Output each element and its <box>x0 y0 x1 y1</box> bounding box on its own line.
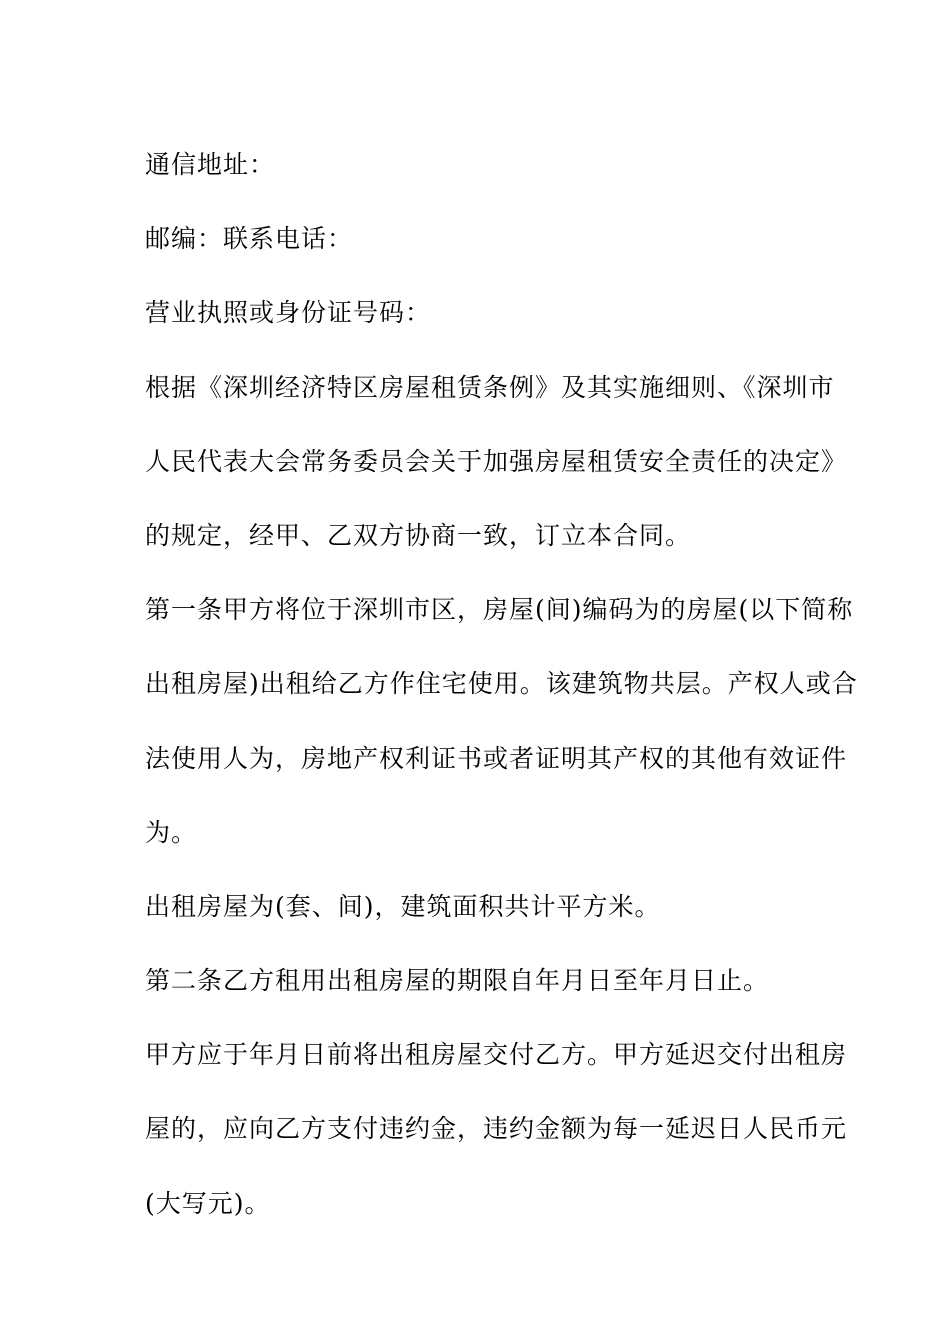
text-line: (大写元)。 <box>145 1188 271 1218</box>
text-line: 人民代表大会常务委员会关于加强房屋租赁安全责任的决定》 <box>145 446 848 476</box>
text-line: 出租房屋)出租给乙方作住宅使用。该建筑物共层。产权人或合 <box>145 669 858 699</box>
text-line: 甲方应于年月日前将出租房屋交付乙方。甲方延迟交付出租房 <box>145 1040 848 1070</box>
text-line-article-1: 第一条甲方将位于深圳市区，房屋(间)编码为的房屋(以下简称 <box>145 595 854 625</box>
text-line-postcode-phone: 邮编：联系电话： <box>145 224 354 254</box>
text-line-article-2: 第二条乙方租用出租房屋的期限自年月日至年月日止。 <box>145 966 770 996</box>
text-line-license-id: 营业执照或身份证号码： <box>145 298 432 328</box>
text-line-area: 出租房屋为(套、间)，建筑面积共计平方米。 <box>145 891 661 921</box>
contract-body <box>145 150 858 1265</box>
text-line-address: 通信地址： <box>145 150 276 179</box>
text-line: 为。 <box>145 817 198 847</box>
text-line: 屋的，应向乙方支付违约金，违约金额为每一延迟日人民币元 <box>145 1114 848 1144</box>
text-line: 根据《深圳经济特区房屋租赁条例》及其实施细则、《深圳市 <box>145 372 835 402</box>
text-line: 的规定，经甲、乙双方协商一致，订立本合同。 <box>145 520 692 550</box>
text-line: 法使用人为，房地产权利证书或者证明其产权的其他有效证件 <box>145 743 848 773</box>
